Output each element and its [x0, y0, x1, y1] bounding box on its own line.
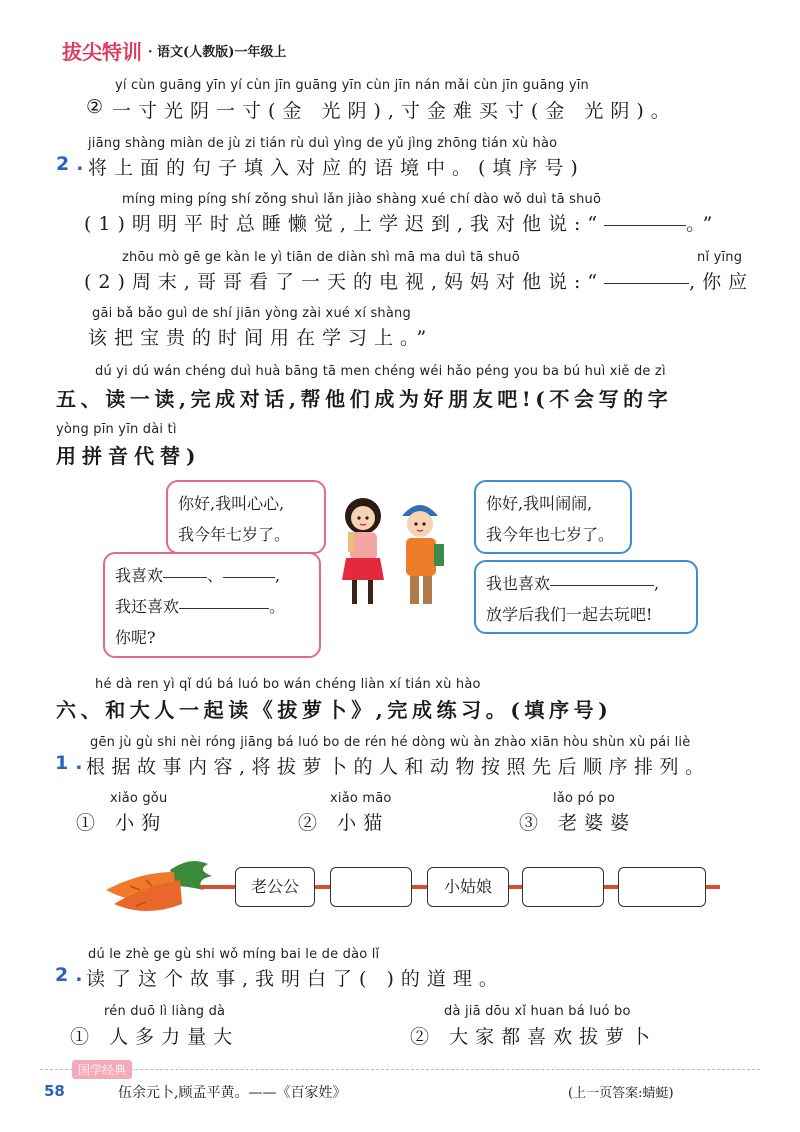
girl-q1-blank-b[interactable] — [223, 576, 275, 578]
q2-s2-sentence: (2)周末,哥哥看了一天的电视,妈妈对他说:“ — [84, 271, 605, 293]
option-3-number: ③ — [519, 812, 546, 834]
option-2 — [298, 808, 389, 835]
sec5-cont-pinyin: yòng pīn yīn dài tì — [56, 422, 177, 437]
footer-divider — [40, 1069, 760, 1070]
girl-greeting-line2: 我今年七岁了。 — [178, 525, 291, 544]
children-illustration — [330, 488, 460, 618]
q2-option-2-pinyin: dà jiā dōu xǐ huan bá luó bo — [444, 1004, 631, 1019]
option-2-text: 小猫 — [337, 812, 390, 834]
sec5-cont-title: 用拼音代替) — [56, 444, 202, 468]
option-2-pinyin: xiǎo māo — [330, 791, 392, 806]
q2-text: 将上面的句子填入对应的语境中。(填序号) — [88, 157, 585, 179]
q2-number: 2. — [56, 153, 91, 175]
sec6-title: 六、和大人一起读《拔萝卜》,完成练习。(填序号) — [56, 698, 613, 722]
boy-greeting-bubble — [474, 480, 632, 554]
girl-q1 — [115, 560, 309, 591]
chain-box-5[interactable] — [618, 867, 706, 907]
q2-option-2-number: ② — [410, 1026, 437, 1048]
q2-option-2 — [410, 1022, 657, 1049]
girl-greeting-line1: 你好,我叫心心, — [178, 494, 285, 513]
sec6-q1-pinyin: gēn jù gù shi nèi róng jiāng bá luó bo de rén hé dòng wù àn zhào xiān hòu shùn xù pái liè — [90, 735, 691, 750]
boy-a2: 放学后我们一起去玩吧! — [486, 605, 653, 624]
sec5-pinyin: dú yi dú wán chéng duì huà bāng tā men chéng wéi hǎo péng you ba bú huì xiě de zì — [95, 364, 666, 379]
footer-tag: 国学经典 — [72, 1060, 132, 1079]
page-number: 58 — [44, 1082, 65, 1100]
boy-greeting-line1: 你好,我叫闹闹, — [486, 494, 593, 513]
top-item-number: ② — [86, 96, 111, 118]
q2-s2-pinyin-end: nǐ yīng — [697, 250, 743, 265]
chain-box-3[interactable]: 小姑娘 — [427, 867, 509, 907]
q2-s1-blank[interactable] — [604, 224, 686, 226]
girl-q2 — [115, 591, 309, 622]
boy-figure — [402, 505, 444, 604]
sec6-q2-text: 读了这个故事,我明白了( )的道理。 — [86, 968, 505, 990]
q2-option-1-number: ① — [70, 1026, 97, 1048]
girl-q1-sep: 、 — [207, 566, 224, 585]
girl-q3: 你呢? — [115, 628, 156, 647]
q2-s2-pinyin: zhōu mò gē ge kàn le yì tiān de diàn shì mā ma duì tā shuō — [122, 250, 520, 265]
boy-answer-bubble — [474, 560, 698, 634]
q2-s2-cont-pinyin: gāi bǎ bǎo guì de shí jiān yòng zài xué xí shàng — [92, 306, 411, 321]
chain-box-4[interactable] — [522, 867, 604, 907]
q2-option-1-pinyin: rén duō lì liàng dà — [104, 1004, 226, 1019]
q2-s1-end: 。” — [686, 213, 720, 235]
q2-s2-end: ,你应 — [689, 271, 755, 293]
sec6-q2-number: 2. — [55, 964, 90, 986]
boy-a1-blank[interactable] — [550, 584, 654, 586]
sec6-q2-pinyin: dú le zhè ge gù shi wǒ míng bai le de dào lǐ — [88, 947, 380, 962]
q2-s2-cont-text: 该把宝贵的时间用在学习上。” — [88, 327, 434, 349]
sec5-title: 五、读一读,完成对话,帮他们成为好朋友吧!(不会写的字 — [56, 387, 673, 411]
q2-option-2-text: 大家都喜欢拔萝卜 — [449, 1026, 658, 1048]
option-3-pinyin: lǎo pó po — [553, 791, 616, 806]
chain-box-2[interactable] — [330, 867, 412, 907]
q2-s1-sentence: (1)明明平时总睡懒觉,上学迟到,我对他说:“ — [84, 213, 605, 235]
option-1-number: ① — [76, 812, 103, 834]
top-item-text: 一寸光阴一寸(金 光阴),寸金难买寸(金 光阴)。 — [112, 100, 677, 122]
option-1-text: 小狗 — [115, 812, 168, 834]
sec6-q1-number: 1. — [55, 752, 90, 774]
footer-answer: (上一页答案:蜻蜓) — [568, 1086, 674, 1101]
q2-s1-pinyin: míng ming píng shí zǒng shuì lǎn jiào shàng xué chí dào wǒ duì tā shuō — [122, 192, 602, 207]
girl-q1-label: 我喜欢 — [115, 566, 164, 585]
header-subtitle: · 语文(人教版)一年级上 — [148, 45, 287, 60]
girl-q1-end: , — [275, 566, 281, 585]
girl-q2-end: 。 — [269, 597, 286, 616]
option-1 — [76, 808, 167, 835]
boy-a1-end: , — [654, 574, 660, 593]
sec6-q1-text: 根据故事内容,将拔萝卜的人和动物按照先后顺序排列。 — [86, 756, 711, 778]
footer-quote: 伍余元卜,顾孟平黄。——《百家姓》 — [118, 1085, 347, 1101]
q2-s2-text — [84, 267, 754, 294]
top-item-pinyin: yí cùn guāng yīn yí cùn jīn guāng yīn cùn jīn nán mǎi cùn jīn guāng yīn — [115, 78, 589, 93]
q2-pinyin: jiāng shàng miàn de jù zi tián rù duì yìng de yǔ jìng zhōng tián xù hào — [88, 136, 558, 151]
girl-question-bubble — [103, 552, 321, 658]
girl-q2-label: 我还喜欢 — [115, 597, 180, 616]
header-brand: 拔尖特训 — [62, 40, 142, 64]
carrot-illustration — [100, 856, 220, 926]
q2-s1-text — [84, 209, 719, 236]
girl-greeting-bubble — [166, 480, 326, 554]
q2-option-1 — [70, 1022, 239, 1049]
girl-figure — [342, 498, 384, 604]
q2-s2-blank[interactable] — [604, 282, 689, 284]
sec6-pinyin: hé dà ren yì qǐ dú bá luó bo wán chéng liàn xí tián xù hào — [95, 677, 481, 692]
option-1-pinyin: xiǎo gǒu — [110, 791, 168, 806]
option-2-number: ② — [298, 812, 325, 834]
girl-q2-blank[interactable] — [179, 607, 269, 609]
option-3 — [519, 808, 636, 835]
boy-a1-label: 我也喜欢 — [486, 574, 551, 593]
boy-greeting-line2: 我今年也七岁了。 — [486, 525, 615, 544]
boy-a1 — [486, 568, 686, 599]
girl-q1-blank-a[interactable] — [163, 576, 207, 578]
chain-box-1[interactable]: 老公公 — [235, 867, 315, 907]
q2-option-1-text: 人多力量大 — [109, 1026, 240, 1048]
option-3-text: 老婆婆 — [558, 812, 637, 834]
